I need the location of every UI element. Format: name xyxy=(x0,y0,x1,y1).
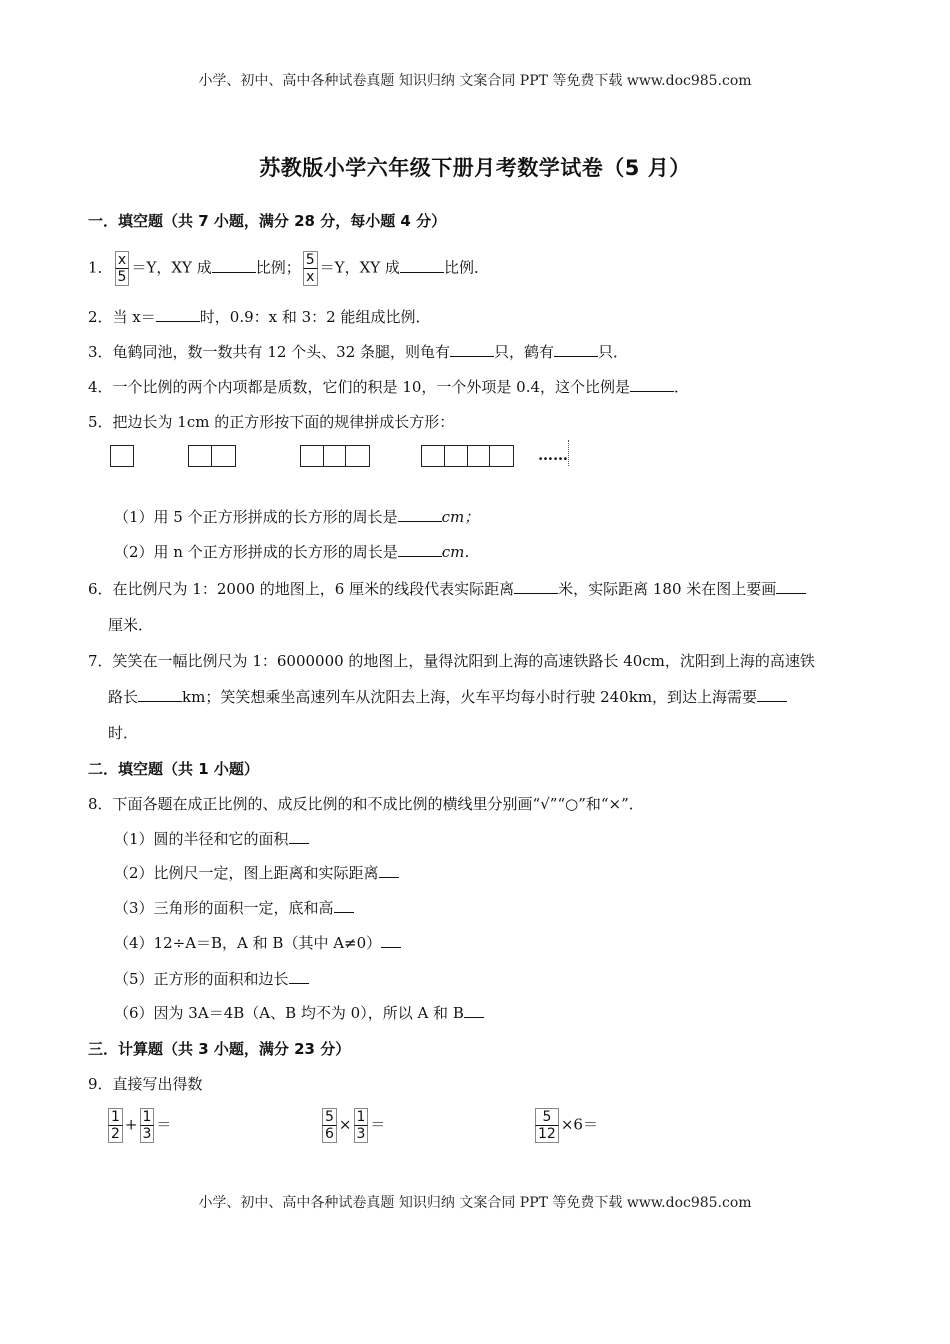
answer-blank[interactable] xyxy=(450,342,494,357)
question-4: 4．一个比例的两个内项都是质数，它们的积是 10，一个外项是 0.4，这个比例是 ． xyxy=(88,378,690,396)
question-3: 3．龟鹤同池，数一数共有 12 个头、32 条腿，则龟有 只，鹤有 只． xyxy=(88,343,629,361)
answer-blank[interactable] xyxy=(138,687,182,702)
square-row-2 xyxy=(188,445,236,467)
answer-blank[interactable] xyxy=(757,687,787,702)
answer-blank[interactable] xyxy=(212,258,256,273)
answer-blank[interactable] xyxy=(289,969,309,984)
square-row-4 xyxy=(421,445,514,467)
fraction-x-over-5: $\frac{x}{5}$ xyxy=(115,251,130,286)
question-7: 7．笑笑在一幅比例尺为 1：6000000 的地图上，量得沈阳到上海的高速铁路长 40cm，沈阳到上海的高速铁 xyxy=(88,652,815,670)
question-5-part-1: （1）用 5 个正方形拼成的长方形的周长是 cm； xyxy=(114,508,480,526)
question-1: 1． $\frac{x}{5}$ ＝Y，XY 成 比例； $\frac{5}{x}$ ＝Y，XY 成 比例． xyxy=(88,252,489,285)
question-7-cont: 路长 km；笑笑想乘坐高速列车从沈阳去上海，火车平均每小时行驶 240km，到达上海需要 xyxy=(108,686,787,707)
square-row-1 xyxy=(110,445,134,467)
question-8-item: （6）因为 3A＝4B（A、B 均不为 0），所以 A 和 B xyxy=(114,1002,484,1023)
answer-blank[interactable] xyxy=(776,579,806,594)
question-6: 6．在比例尺为 1：2000 的地图上，6 厘米的线段代表实际距离 米，实际距离 180 米在图上要画 xyxy=(88,578,806,599)
answer-blank[interactable] xyxy=(156,307,200,322)
expression-3: $\frac{5}{12}$ ×6＝ xyxy=(533,1108,598,1143)
page-footer: 小学、初中、高中各种试卷真题 知识归纳 文案合同 PPT 等免费下载 www.doc985.com xyxy=(198,1195,752,1211)
expression-1: $\frac{1}{2}$ + $\frac{1}{3}$ ＝ xyxy=(106,1108,171,1143)
answer-blank[interactable] xyxy=(289,829,309,844)
answer-blank[interactable] xyxy=(398,542,442,557)
expression-2: $\frac{5}{6}$ × $\frac{1}{3}$ ＝ xyxy=(320,1108,385,1143)
question-8-item: （2）比例尺一定，图上距离和实际距离 xyxy=(114,862,399,883)
answer-blank[interactable] xyxy=(630,377,674,392)
question-5: 5．把边长为 1cm 的正方形按下面的规律拼成长方形： xyxy=(88,413,455,431)
answer-blank[interactable] xyxy=(464,1003,484,1018)
question-8: 8．下面各题在成正比例的、成反比例的和不成比例的横线里分别画“√”“○”和“×”． xyxy=(88,795,644,813)
answer-blank[interactable] xyxy=(398,507,442,522)
dotted-edge xyxy=(568,440,570,466)
section-2-heading: 二．填空题（共 1 小题） xyxy=(88,760,259,778)
question-8-item: （1）圆的半径和它的面积 xyxy=(114,828,309,849)
question-9: 9．直接写出得数 xyxy=(88,1075,203,1093)
answer-blank[interactable] xyxy=(514,579,558,594)
question-6-cont: 厘米． xyxy=(108,616,154,634)
continuation-dots: …… xyxy=(538,446,568,464)
question-8-item: （5）正方形的面积和边长 xyxy=(114,968,309,989)
question-2: 2．当 x＝ 时，0.9：x 和 3：2 能组成比例． xyxy=(88,308,431,326)
question-7-cont-2: 时． xyxy=(108,724,139,742)
page-title: 苏教版小学六年级下册月考数学试卷（5 月） xyxy=(259,156,691,180)
page-header: 小学、初中、高中各种试卷真题 知识归纳 文案合同 PPT 等免费下载 www.doc985.com xyxy=(198,73,752,89)
question-5-part-2: （2）用 n 个正方形拼成的长方形的周长是 cm． xyxy=(114,543,480,561)
answer-blank[interactable] xyxy=(379,863,399,878)
answer-blank[interactable] xyxy=(400,258,444,273)
square-row-3 xyxy=(300,445,370,467)
answer-blank[interactable] xyxy=(554,342,598,357)
answer-blank[interactable] xyxy=(381,933,401,948)
section-3-heading: 三．计算题（共 3 小题，满分 23 分） xyxy=(88,1040,351,1058)
fraction-5-over-x: $\frac{5}{x}$ xyxy=(303,251,318,286)
question-8-item: （3）三角形的面积一定，底和高 xyxy=(114,897,354,918)
section-1-heading: 一．填空题（共 7 小题，满分 28 分，每小题 4 分） xyxy=(88,212,447,230)
question-8-item: （4）12÷A＝B，A 和 B（其中 A≠0） xyxy=(114,932,401,953)
answer-blank[interactable] xyxy=(334,898,354,913)
